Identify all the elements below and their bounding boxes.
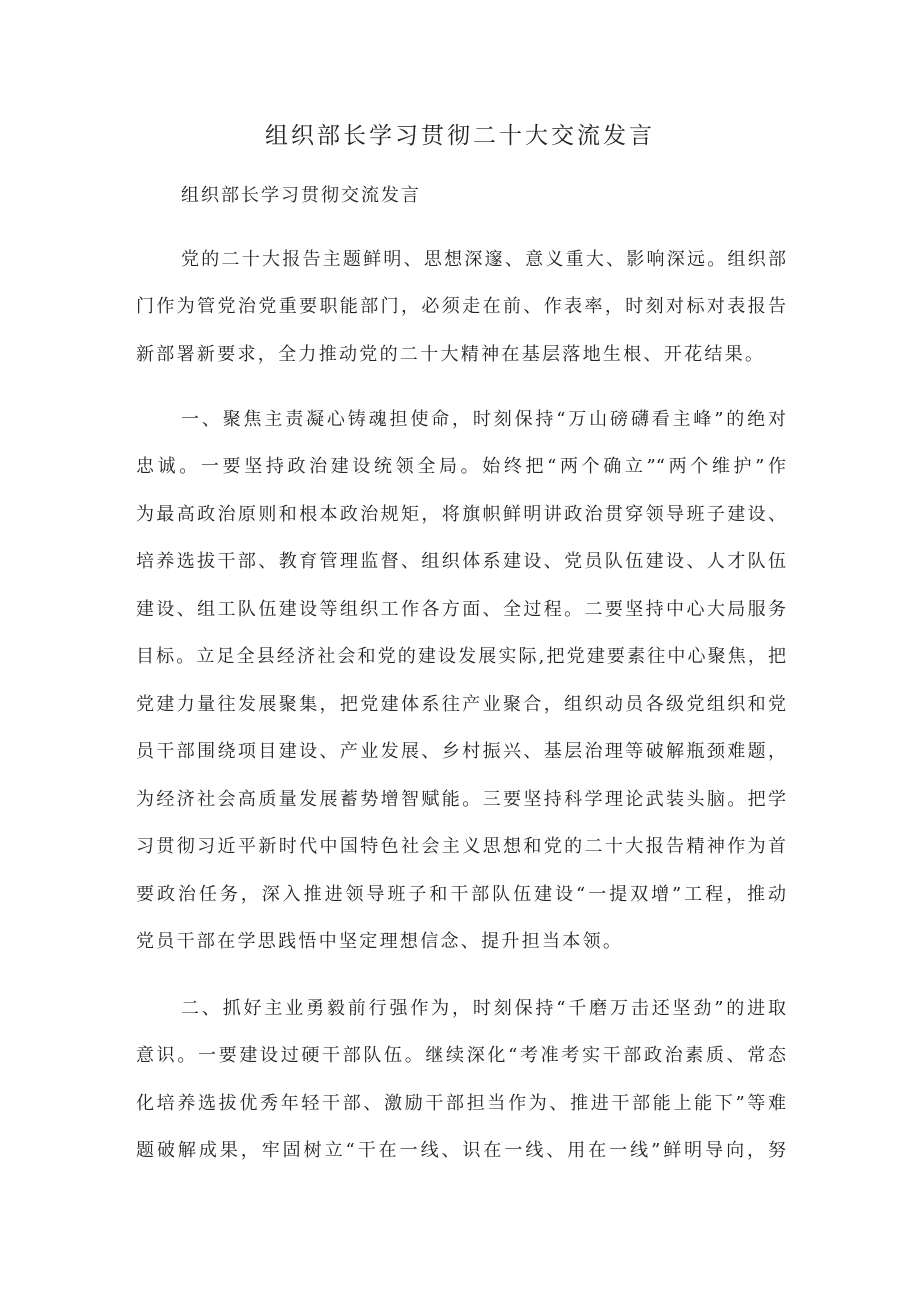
paragraph-line: 党的二十大报告主题鲜明、思想深邃、意义重大、影响深远。组织部 [181,249,786,270]
paragraph-line: 目标。立足全县经济社会和党的建设发展实际,把党建要素往中心聚焦，把 [136,646,786,667]
paragraph-line: 党员干部在学思践悟中坚定理想信念、提升担当本领。 [136,931,624,952]
paragraph-line: 化培养选拔优秀年轻干部、激励干部担当作为、推进干部能上能下”等难 [136,1093,786,1114]
paragraph-line: 新部署新要求，全力推动党的二十大精神在基层落地生根、开花结果。 [136,344,766,365]
paragraph-line: 为经济社会高质量发展蓄势增智赋能。三要坚持科学理论武装头脑。把学 [136,789,786,810]
paragraph-line: 培养选拔干部、教育管理监督、组织体系建设、党员队伍建设、人才队伍 [136,551,786,572]
paragraph-line: 党建力量往发展聚集，把党建体系往产业聚合，组织动员各级党组织和党 [136,694,786,715]
paragraph-line: 忠诚。一要坚持政治建设统领全局。始终把“两个确立”“两个维护”作 [136,456,786,477]
paragraph-line: 建设、组工队伍建设等组织工作各方面、全过程。二要坚持中心大局服务 [136,599,786,620]
paragraph-line: 门作为管党治党重要职能部门，必须走在前、作表率，时刻对标对表报告 [136,296,786,317]
paragraph-line: 二、抓好主业勇毅前行强作为，时刻保持“千磨万击还坚劲”的进取 [181,998,786,1019]
document-subtitle: 组织部长学习贯彻交流发言 [181,185,421,206]
paragraph-line: 要政治任务，深入推进领导班子和干部队伍建设“一提双增”工程，推动 [136,884,786,905]
document-title: 组织部长学习贯彻二十大交流发言 [265,123,655,149]
paragraph-line: 一、聚焦主责凝心铸魂担使命，时刻保持“万山磅礴看主峰”的绝对 [181,409,786,430]
paragraph-line: 员干部围绕项目建设、产业发展、乡村振兴、基层治理等破解瓶颈难题， [136,741,786,762]
paragraph-line: 题破解成果，牢固树立“干在一线、识在一线、用在一线”鲜明导向，努 [136,1140,786,1161]
paragraph-line: 习贯彻习近平新时代中国特色社会主义思想和党的二十大报告精神作为首 [136,836,786,857]
paragraph-line: 意识。一要建设过硬干部队伍。继续深化“考准考实干部政治素质、常态 [136,1045,786,1066]
paragraph-line: 为最高政治原则和根本政治规矩，将旗帜鲜明讲政治贯穿领导班子建设、 [136,504,786,525]
